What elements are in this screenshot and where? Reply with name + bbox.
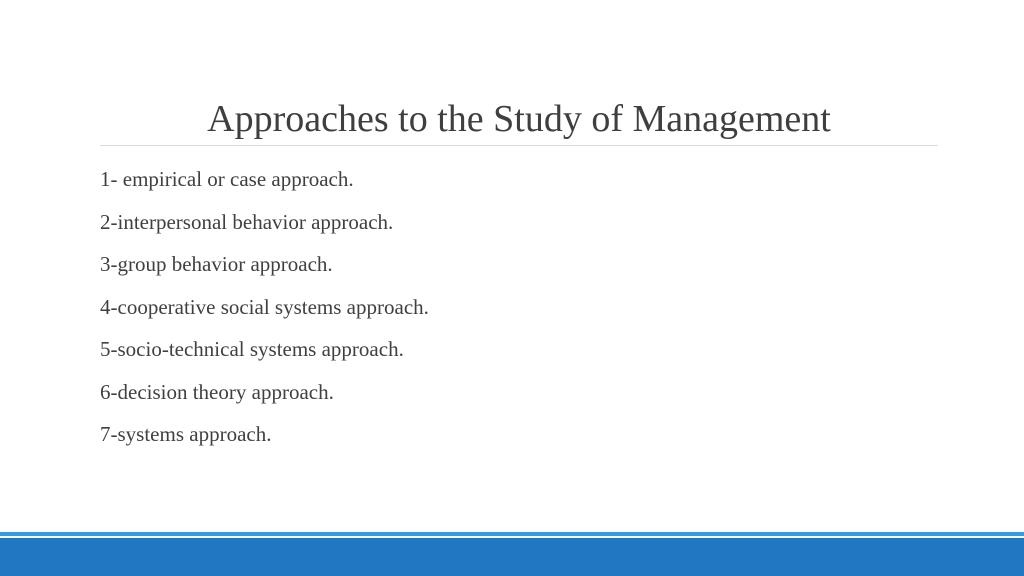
list-item: 7-systems approach. — [100, 422, 272, 446]
list-item: 1- empirical or case approach. — [100, 167, 354, 191]
title-divider — [100, 145, 938, 146]
approaches-list — [100, 158, 429, 456]
list-item: 5-socio-technical systems approach. — [100, 337, 404, 361]
list-item: 2-interpersonal behavior approach. — [100, 209, 394, 234]
footer-accent-line — [0, 532, 1024, 536]
list-item: 4-cooperative social systems approach. — [100, 294, 429, 319]
list-item: 6-decision theory approach. — [100, 379, 334, 404]
list-item: 3-group behavior approach. — [100, 252, 333, 276]
footer-bar — [0, 538, 1024, 576]
slide-title: Approaches to the Study of Management — [207, 98, 831, 140]
